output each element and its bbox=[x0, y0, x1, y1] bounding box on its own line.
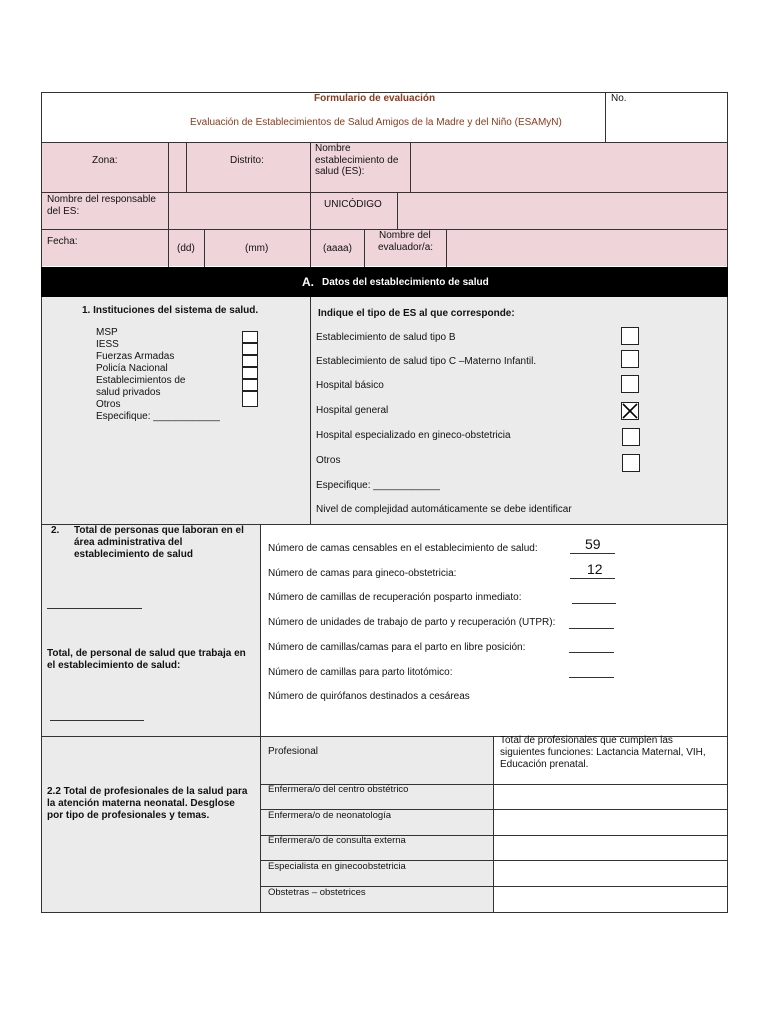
p22-line-1: 2.2 Total de profesionales de la salud para bbox=[47, 786, 248, 797]
total-salud-line-1: Total, de personal de salud que trabaja en bbox=[47, 648, 246, 659]
q2-blank[interactable] bbox=[47, 608, 142, 609]
total-cell-5[interactable] bbox=[494, 887, 727, 912]
camas-blank-5[interactable] bbox=[569, 652, 614, 653]
camas-label-1: Número de camas censables en el establecimiento de salud: bbox=[268, 543, 538, 554]
tipo-es-option-basico: Hospital básico bbox=[316, 380, 384, 391]
q2-line-3: establecimiento de salud bbox=[74, 549, 193, 560]
total-cell-3[interactable] bbox=[494, 836, 727, 860]
inst-ffaa: Fuerzas Armadas bbox=[96, 351, 175, 362]
form-title: Formulario de evaluación bbox=[314, 93, 436, 104]
prof-col-header: Profesional bbox=[268, 746, 319, 757]
evaluador-label-1: Nombre del bbox=[379, 230, 431, 241]
section-a-letter: A. bbox=[302, 275, 314, 289]
checkbox-tipo-b[interactable] bbox=[621, 327, 639, 345]
q2-line-2: área administrativa del bbox=[74, 537, 183, 548]
total-col-header-1: Total de profesionales que cumplen las bbox=[500, 735, 673, 746]
instituciones-heading: 1. Instituciones del sistema de salud. bbox=[82, 305, 259, 316]
camas-label-3: Número de camillas de recuperación posparto inmediato: bbox=[268, 592, 522, 603]
zona-label: Zona: bbox=[92, 155, 118, 166]
total-col-header-2: siguientes funciones: Lactancia Maternal, VIH, bbox=[500, 747, 706, 758]
prof-row-2: Enfermera/o de neonatología bbox=[268, 810, 392, 821]
inst-otros: Otros bbox=[96, 399, 121, 410]
camas-label-7: Número de quirófanos destinados a cesáreas bbox=[268, 691, 470, 702]
responsable-input[interactable] bbox=[169, 193, 309, 229]
tipo-es-option-especializado: Hospital especializado en gineco-obstetricia bbox=[316, 430, 511, 441]
inst-privados-2: salud privados bbox=[96, 387, 161, 398]
camas-blank-4[interactable] bbox=[569, 628, 614, 629]
camas-label-2: Número de camas para gineco-obstetricia: bbox=[268, 568, 457, 579]
nombre-es-label-3: salud (ES): bbox=[315, 166, 365, 177]
camas-blank-3[interactable] bbox=[572, 603, 616, 604]
responsable-label-2: del ES: bbox=[47, 206, 80, 217]
checkbox-msp[interactable] bbox=[242, 331, 258, 343]
checkbox-tipo-c[interactable] bbox=[621, 350, 639, 368]
total-cell-1[interactable] bbox=[494, 785, 727, 809]
distrito-label: Distrito: bbox=[230, 155, 264, 166]
tipo-es-option-otros: Otros bbox=[316, 455, 341, 466]
tipo-es-nivel: Nivel de complejidad automáticamente se debe identificar bbox=[316, 504, 572, 515]
checkbox-ffaa[interactable] bbox=[242, 355, 258, 367]
p22-line-2: la atención materna neonatal. Desglose bbox=[47, 798, 235, 809]
checkbox-especializado[interactable] bbox=[622, 428, 640, 446]
mm-label: (mm) bbox=[245, 243, 269, 254]
checkbox-general-checked[interactable] bbox=[621, 402, 639, 420]
dd-label: (dd) bbox=[177, 243, 195, 254]
camas-label-6: Número de camillas para parto litotómico: bbox=[268, 667, 453, 678]
prof-row-5: Obstetras – obstetrices bbox=[268, 887, 366, 898]
q2-line-1: Total de personas que laboran en el bbox=[74, 525, 244, 536]
camas-label-5: Número de camillas/camas para el parto en libre posición: bbox=[268, 642, 526, 653]
tipo-es-heading: Indique el tipo de ES al que corresponde: bbox=[318, 308, 515, 319]
p22-line-3: por tipo de profesionales y temas. bbox=[47, 810, 210, 821]
q2-number: 2. bbox=[51, 525, 60, 536]
total-cell-4[interactable] bbox=[494, 861, 727, 886]
camas-label-4: Número de unidades de trabajo de parto y recuperación (UTPR): bbox=[268, 617, 556, 628]
total-col-header-3: Educación prenatal. bbox=[500, 759, 589, 770]
nombre-es-label-1: Nombre bbox=[315, 143, 351, 154]
total-salud-blank[interactable] bbox=[50, 720, 144, 721]
camas-blank-6[interactable] bbox=[569, 677, 614, 678]
prof-row-3: Enfermera/o de consulta externa bbox=[268, 835, 406, 846]
aaaa-label: (aaaa) bbox=[323, 243, 352, 254]
form-subtitle: Evaluación de Establecimientos de Salud Amigos de la Madre y del Niño (ESAMyN) bbox=[190, 117, 562, 128]
fecha-label: Fecha: bbox=[47, 236, 78, 247]
checkbox-otros-tipo[interactable] bbox=[622, 454, 640, 472]
prof-row-1: Enfermera/o del centro obstétrico bbox=[268, 784, 409, 795]
nombre-es-input[interactable] bbox=[411, 143, 727, 192]
evaluador-label-2: evaluador/a: bbox=[378, 242, 434, 253]
camas-value-1: 59 bbox=[585, 536, 601, 552]
tipo-es-especifique: Especifique: ____________ bbox=[316, 480, 440, 491]
section-a-title: Datos del establecimiento de salud bbox=[322, 277, 489, 288]
unicodigo-label: UNICÓDIGO bbox=[324, 199, 382, 210]
prof-row-4: Especialista en ginecoobstetricia bbox=[268, 861, 406, 872]
tipo-es-option-b: Establecimiento de salud tipo B bbox=[316, 332, 456, 343]
responsable-label-1: Nombre del responsable bbox=[47, 194, 156, 205]
inst-policia: Policía Nacional bbox=[96, 363, 168, 374]
checkbox-privados[interactable] bbox=[242, 379, 258, 391]
total-cell-2[interactable] bbox=[494, 810, 727, 835]
nombre-es-label-2: establecimiento de bbox=[315, 155, 399, 166]
total-salud-line-2: el establecimiento de salud: bbox=[47, 660, 181, 671]
checkbox-iess[interactable] bbox=[242, 343, 258, 355]
checkbox-basico[interactable] bbox=[621, 375, 639, 393]
tipo-es-option-general: Hospital general bbox=[316, 405, 389, 416]
section-22-left bbox=[42, 737, 260, 912]
checkbox-otros[interactable] bbox=[242, 391, 258, 407]
inst-especifique: Especifique: ____________ bbox=[96, 411, 220, 422]
evaluador-input[interactable] bbox=[447, 230, 727, 266]
camas-value-2: 12 bbox=[587, 561, 603, 577]
tipo-es-option-c: Establecimiento de salud tipo C –Materno Infantil. bbox=[316, 356, 537, 367]
inst-privados-1: Establecimientos de bbox=[96, 375, 186, 386]
checkbox-policia[interactable] bbox=[242, 367, 258, 379]
no-label: No. bbox=[611, 93, 627, 104]
unicodigo-input[interactable] bbox=[398, 193, 727, 229]
check-x-icon bbox=[622, 403, 638, 419]
inst-msp: MSP bbox=[96, 327, 118, 338]
inst-iess: IESS bbox=[96, 339, 119, 350]
